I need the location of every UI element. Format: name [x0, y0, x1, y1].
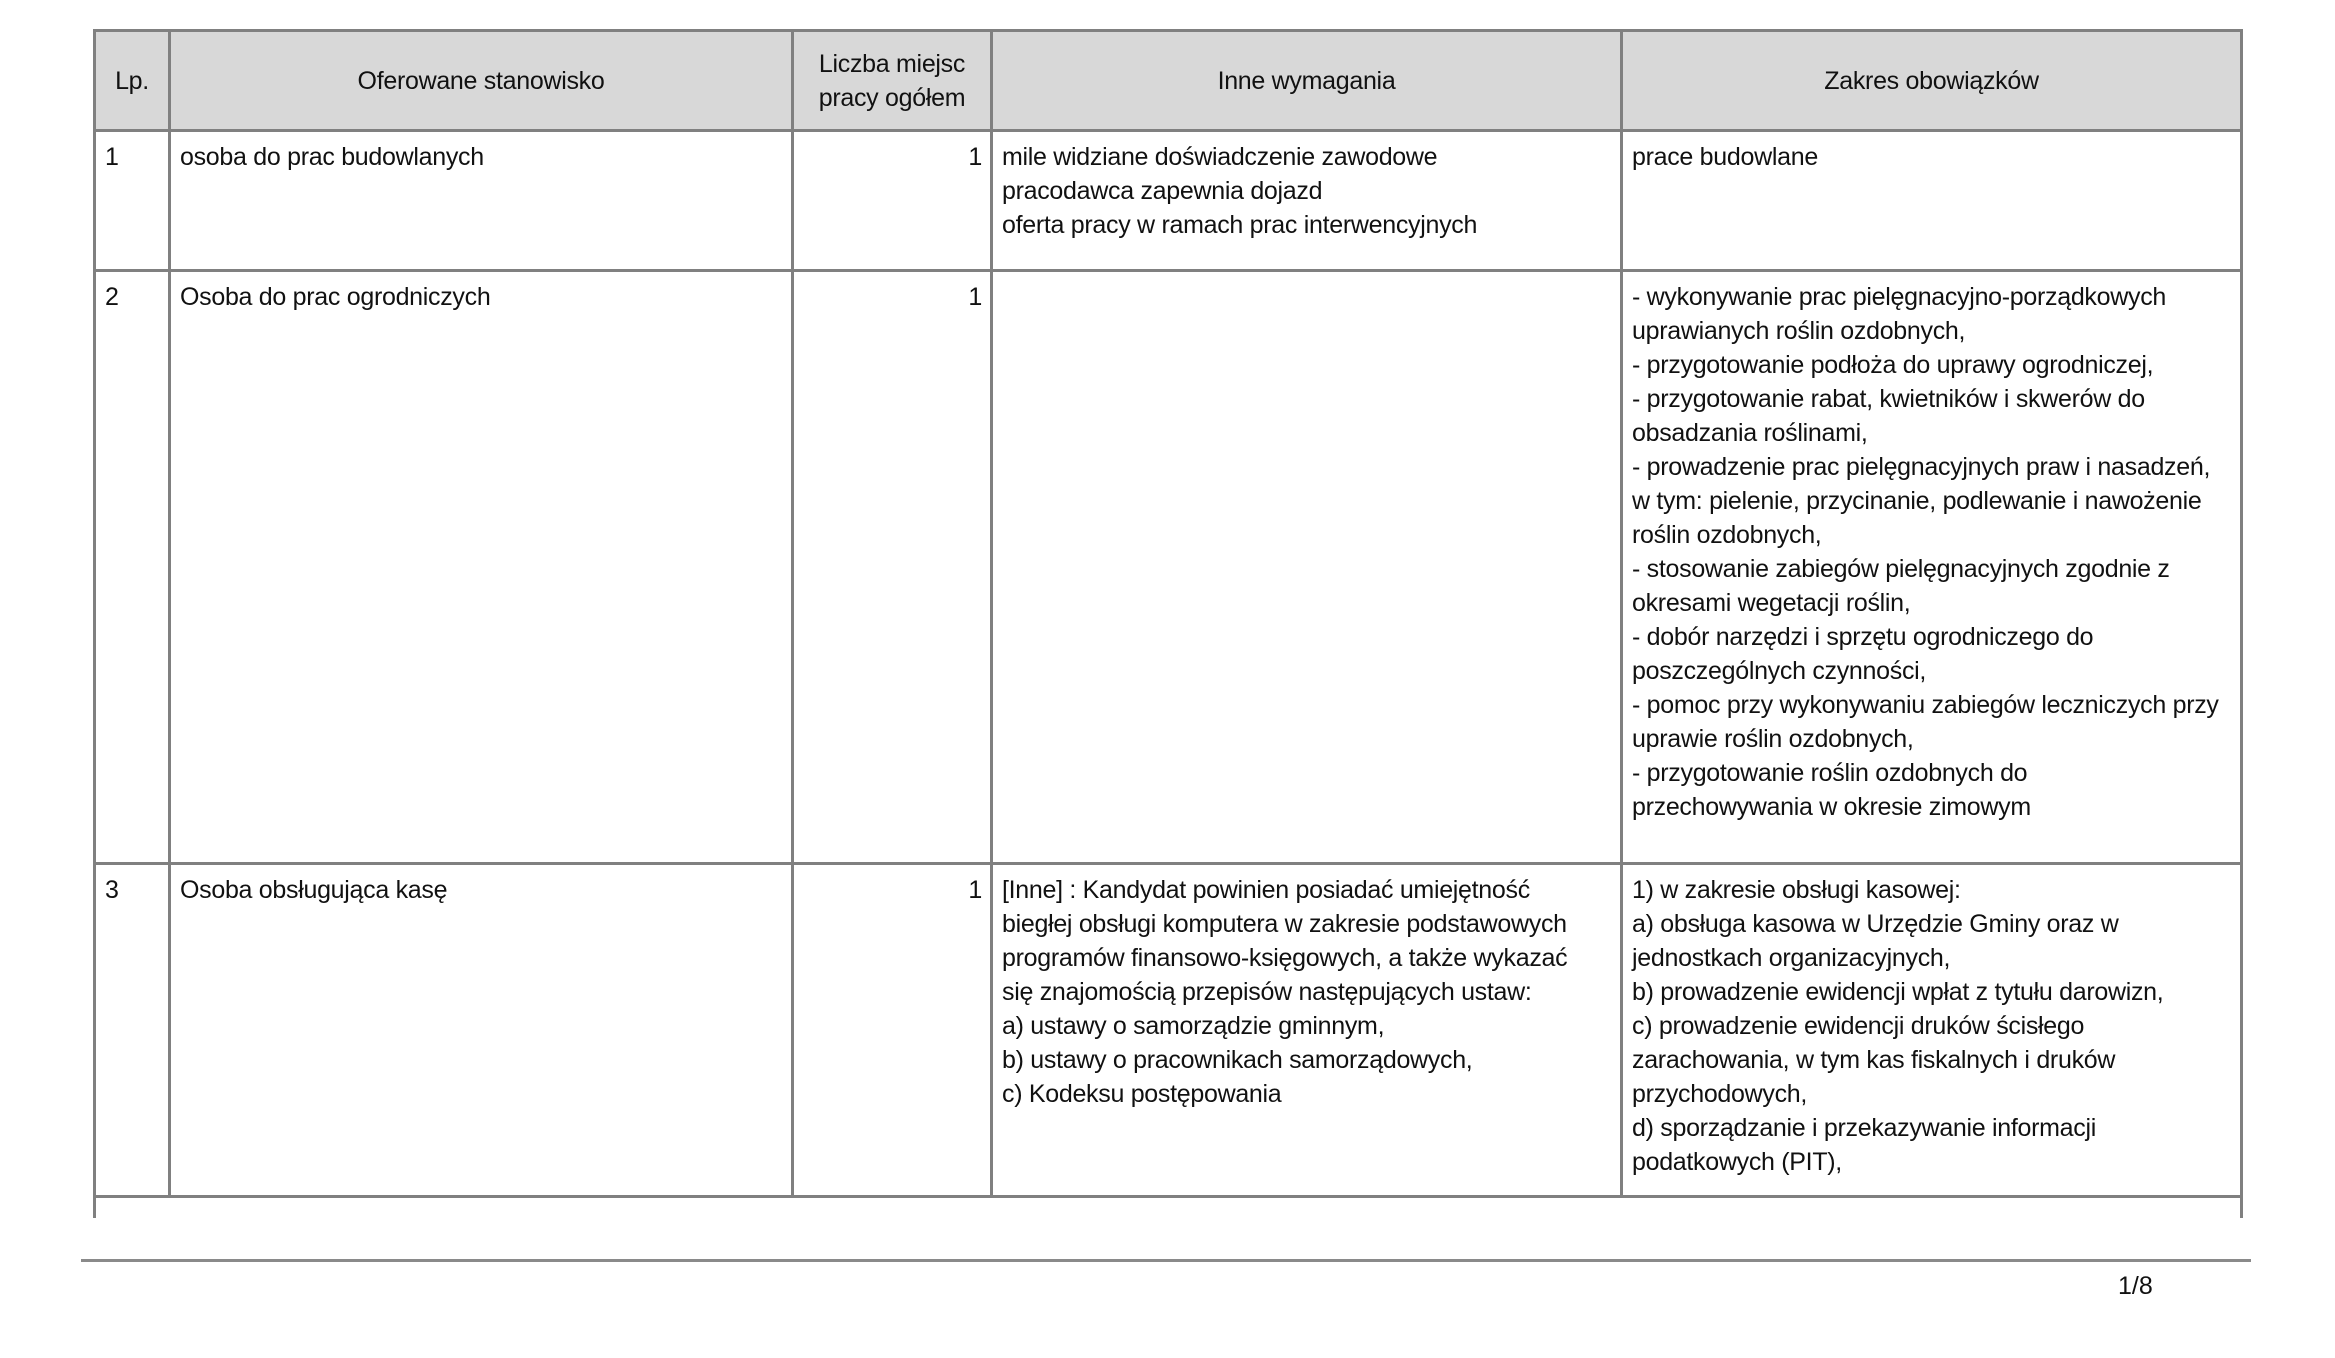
cell-requirements: [992, 864, 1622, 1197]
duty-line: b) prowadzenie ewidencji wpłat z tytułu darowizn,: [1632, 978, 2164, 1006]
header-duties: Zakres obowiązków: [1622, 31, 2242, 131]
duty-line: - przygotowanie rabat, kwietników i skwerów do: [1632, 385, 2145, 413]
cell-count: 1: [793, 271, 992, 864]
header-count: [793, 31, 992, 131]
header-count-line: pracy ogółem: [818, 83, 966, 112]
duty-line: poszczególnych czynności,: [1632, 657, 1927, 685]
header-requirements: Inne wymagania: [992, 31, 1622, 131]
duty-line: jednostkach organizacyjnych,: [1632, 944, 1951, 972]
requirement-line: a) ustawy o samorządzie gminnym,: [1002, 1012, 1385, 1040]
cell-lp: 3: [95, 864, 170, 1197]
requirement-line: c) Kodeksu postępowania: [1002, 1080, 1282, 1108]
cell-continuation: [793, 1197, 992, 1219]
duty-line: - dobór narzędzi i sprzętu ogrodniczego do: [1632, 623, 2094, 651]
duty-line: c) prowadzenie ewidencji druków ścisłego: [1632, 1012, 2085, 1040]
cell-position: Osoba do prac ogrodniczych: [170, 271, 793, 864]
cell-duties: [1622, 271, 2242, 864]
footer-divider: [81, 1259, 2251, 1262]
requirement-line: się znajomością przepisów następujących ustaw:: [1002, 978, 1532, 1006]
requirement-line: programów finansowo-księgowych, a także wykazać: [1002, 944, 1568, 972]
requirement-line: [Inne] : Kandydat powinien posiadać umiejętność: [1002, 876, 1530, 904]
duty-line: zarachowania, w tym kas fiskalnych i druków: [1632, 1046, 2116, 1074]
table-row-continuation: [95, 1197, 2242, 1219]
cell-position: osoba do prac budowlanych: [170, 131, 793, 271]
requirement-line: biegłej obsługi komputera w zakresie podstawowych: [1002, 910, 1567, 938]
cell-continuation: [992, 1197, 1622, 1219]
duty-line: okresami wegetacji roślin,: [1632, 589, 1911, 617]
duty-line: roślin ozdobnych,: [1632, 521, 1822, 549]
cell-duties: [1622, 131, 2242, 271]
table-row: [95, 864, 2242, 1197]
job-offers-table: [93, 29, 2243, 1218]
header-position: Oferowane stanowisko: [170, 31, 793, 131]
duty-line: - prowadzenie prac pielęgnacyjnych praw i nasadzeń,: [1632, 453, 2211, 481]
requirement-line: oferta pracy w ramach prac interwencyjnych: [1002, 211, 1478, 239]
duty-line: w tym: pielenie, przycinanie, podlewanie i nawożenie: [1632, 487, 2202, 515]
cell-lp: 1: [95, 131, 170, 271]
duty-line: - przygotowanie roślin ozdobnych do: [1632, 759, 2028, 787]
table-row: [95, 271, 2242, 864]
duty-line: prace budowlane: [1632, 143, 1818, 171]
page-number: 1/8: [2118, 1272, 2153, 1300]
duty-line: a) obsługa kasowa w Urzędzie Gminy oraz w: [1632, 910, 2119, 938]
cell-requirements: [992, 131, 1622, 271]
table-row: [95, 131, 2242, 271]
requirement-line: pracodawca zapewnia dojazd: [1002, 177, 1323, 205]
duty-line: uprawianych roślin ozdobnych,: [1632, 317, 1966, 345]
duty-line: przechowywania w okresie zimowym: [1632, 793, 2031, 821]
cell-continuation: [95, 1197, 170, 1219]
duty-line: 1) w zakresie obsługi kasowej:: [1632, 876, 1961, 904]
cell-count: 1: [793, 864, 992, 1197]
duty-line: d) sporządzanie i przekazywanie informacji: [1632, 1114, 2096, 1142]
duty-line: podatkowych (PIT),: [1632, 1148, 1842, 1176]
cell-lp: 2: [95, 271, 170, 864]
cell-continuation: [1622, 1197, 2242, 1219]
duty-line: uprawie roślin ozdobnych,: [1632, 725, 1914, 753]
duty-line: przychodowych,: [1632, 1080, 1808, 1108]
header-count-line: Liczba miejsc: [818, 49, 966, 78]
duty-line: - wykonywanie prac pielęgnacyjno-porządkowych: [1632, 283, 2166, 311]
header-lp: Lp.: [95, 31, 170, 131]
requirement-line: b) ustawy o pracownikach samorządowych,: [1002, 1046, 1473, 1074]
cell-count: 1: [793, 131, 992, 271]
requirement-line: mile widziane doświadczenie zawodowe: [1002, 143, 1438, 171]
cell-duties: [1622, 864, 2242, 1197]
table-header-row: [95, 31, 2242, 131]
duty-line: - pomoc przy wykonywaniu zabiegów leczniczych przy: [1632, 691, 2219, 719]
duty-line: - przygotowanie podłoża do uprawy ogrodniczej,: [1632, 351, 2154, 379]
cell-position: Osoba obsługująca kasę: [170, 864, 793, 1197]
cell-requirements: [992, 271, 1622, 864]
cell-continuation: [170, 1197, 793, 1219]
duty-line: obsadzania roślinami,: [1632, 419, 1868, 447]
duty-line: - stosowanie zabiegów pielęgnacyjnych zgodnie z: [1632, 555, 2170, 583]
